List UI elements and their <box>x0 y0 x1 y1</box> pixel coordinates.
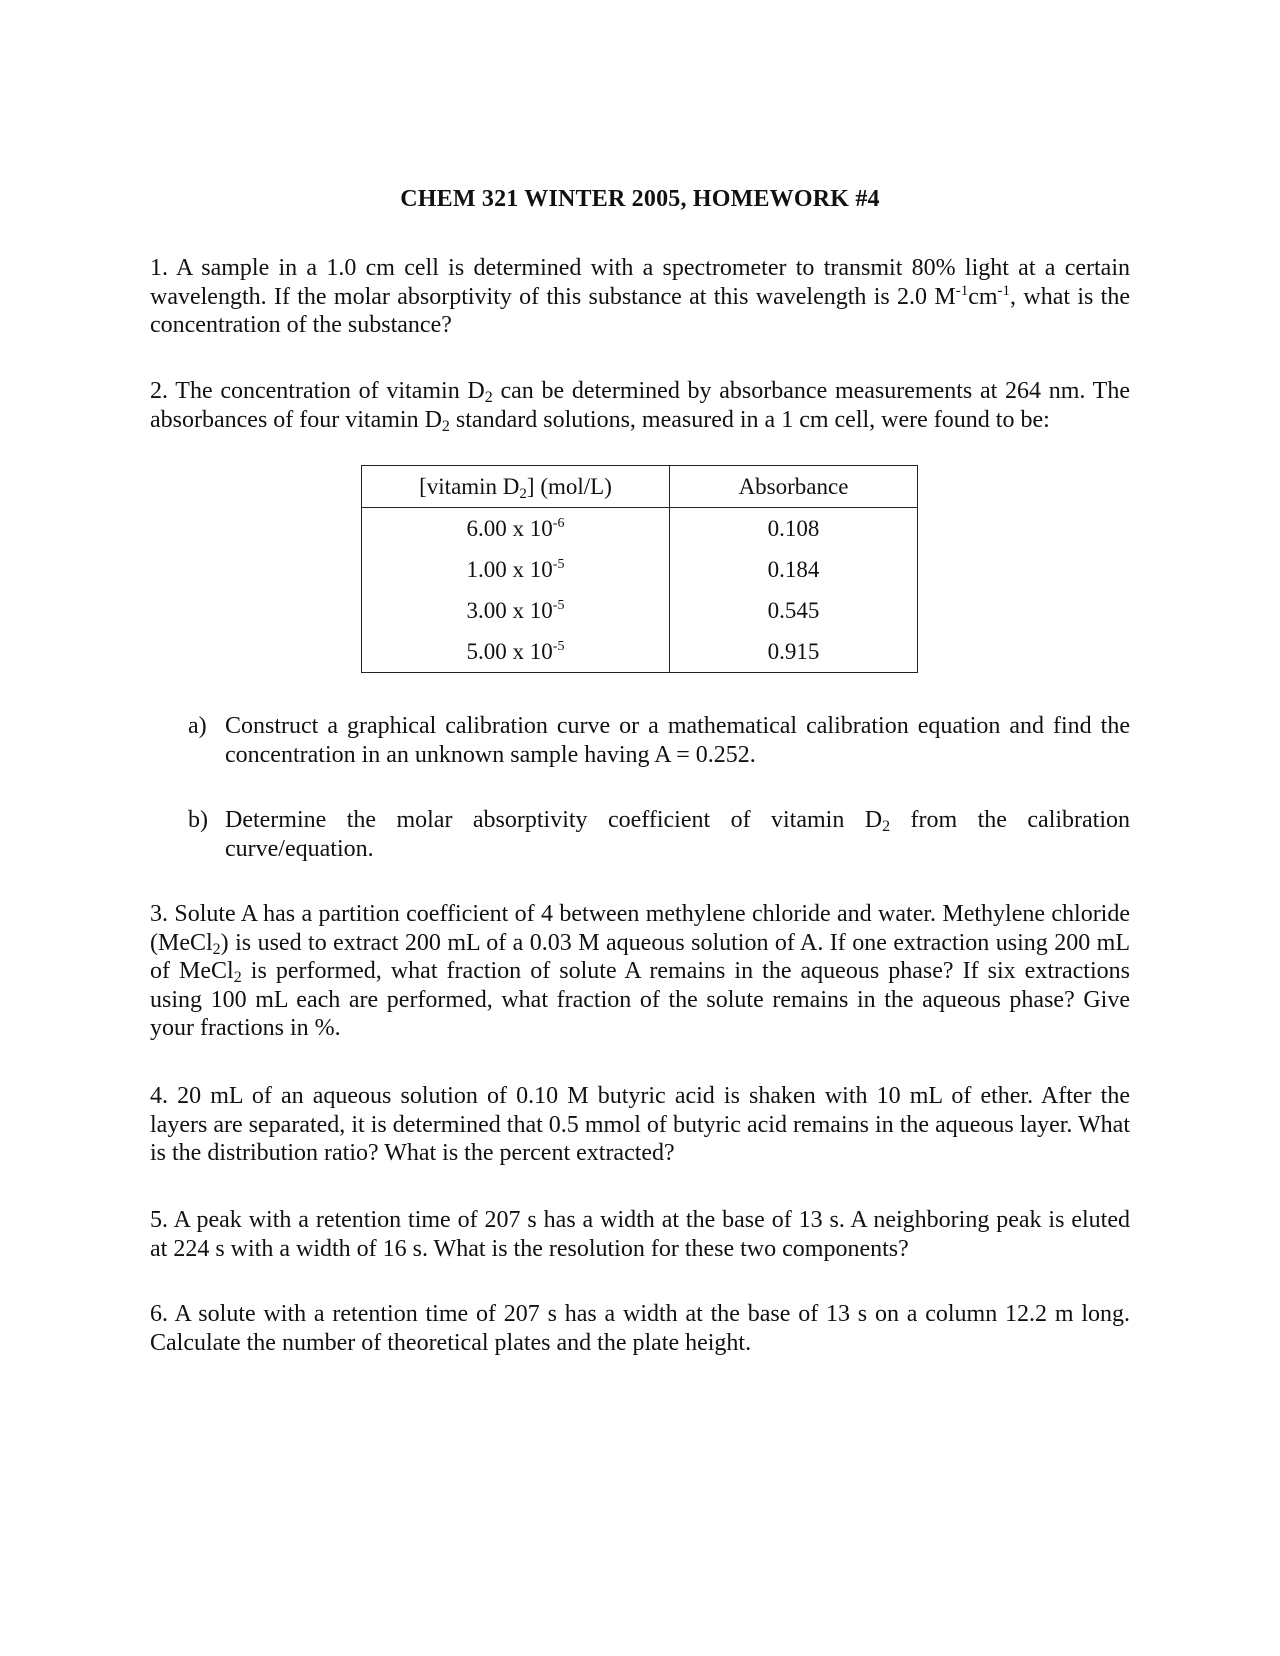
question-1: 1. A sample in a 1.0 cm cell is determined with a spectrometer to transmit 80% light at a certain wavelength. If the molar absorptivity of this substance at this wavelength is 2.0 $M^{-1}cm^{-1}$, what is the concentration of the substance? <box>150 255 1130 338</box>
absorbance-cell: 0.545 <box>670 590 918 631</box>
table-header-row <box>362 466 918 508</box>
concentration-cell: 5.00 x $10^{-5}$ <box>362 631 670 673</box>
page-title: CHEM 321 WINTER 2005, HOMEWORK #4 <box>400 186 880 212</box>
question-4: 4. 20 mL of an aqueous solution of 0.10 M butyric acid is shaken with 10 mL of ether. After the layers are separated, it is determined that 0.5 mmol of butyric acid remains in the aqueous layer. What is the distribution ratio? What is the percent extracted? <box>150 1083 1130 1166</box>
part-b-label: b) <box>188 807 208 833</box>
table-row <box>362 631 918 673</box>
question-2: 2. The concentration of vitamin $D_2$ can be determined by absorbance measurements at 264 nm. The absorbances of four vitamin $D_2$ standard solutions, measured in a 1 cm cell, were found to be: <box>150 378 1130 435</box>
concentration-cell: 3.00 x $10^{-5}$ <box>362 590 670 631</box>
column-header-absorbance: Absorbance <box>670 466 918 508</box>
part-a-label: a) <box>188 713 207 739</box>
question-5: 5. A peak with a retention time of 207 s has a width at the base of 13 s. A neighboring peak is eluted at 224 s with a width of 16 s. What is the resolution for these two components? <box>150 1207 1130 1262</box>
concentration-cell: 1.00 x $10^{-5}$ <box>362 549 670 590</box>
part-b-text: Determine the molar absorptivity coefficient of vitamin $D_2$ from the calibration curve/equation. <box>225 807 1131 862</box>
concentration-cell: 6.00 x $10^{-6}$ <box>362 508 670 550</box>
absorbance-cell: 0.108 <box>670 508 918 550</box>
part-a-text: Construct a graphical calibration curve or a mathematical calibration equation and find the concentration in an unknown sample having A = 0.252. <box>225 713 1130 768</box>
question-2a <box>188 712 1130 769</box>
question-2b <box>188 806 1130 863</box>
absorbance-cell: 0.184 <box>670 549 918 590</box>
table-row <box>362 549 918 590</box>
table-row <box>362 590 918 631</box>
column-header-concentration: [vitamin $D_2$] (mol/L) <box>362 466 670 508</box>
absorbance-cell: 0.915 <box>670 631 918 673</box>
vitamin-d2-table <box>361 465 918 673</box>
question-3: 3. Solute A has a partition coefficient of 4 between methylene chloride and water. Methylene chloride (MeCl$_2$) is used to extract 200 mL of a 0.03 M aqueous solution of A. If one extraction using 200 mL of MeCl$_2$ is performed, what fraction of solute A remains in the aqueous phase? If six extractions using 100 mL each are performed, what fraction of the solute remains in the aqueous phase? Give your fractions in %. <box>150 901 1130 1041</box>
question-6: 6. A solute with a retention time of 207 s has a width at the base of 13 s on a column 12.2 m long. Calculate the number of theoretical plates and the plate height. <box>150 1301 1130 1356</box>
table-row <box>362 508 918 550</box>
